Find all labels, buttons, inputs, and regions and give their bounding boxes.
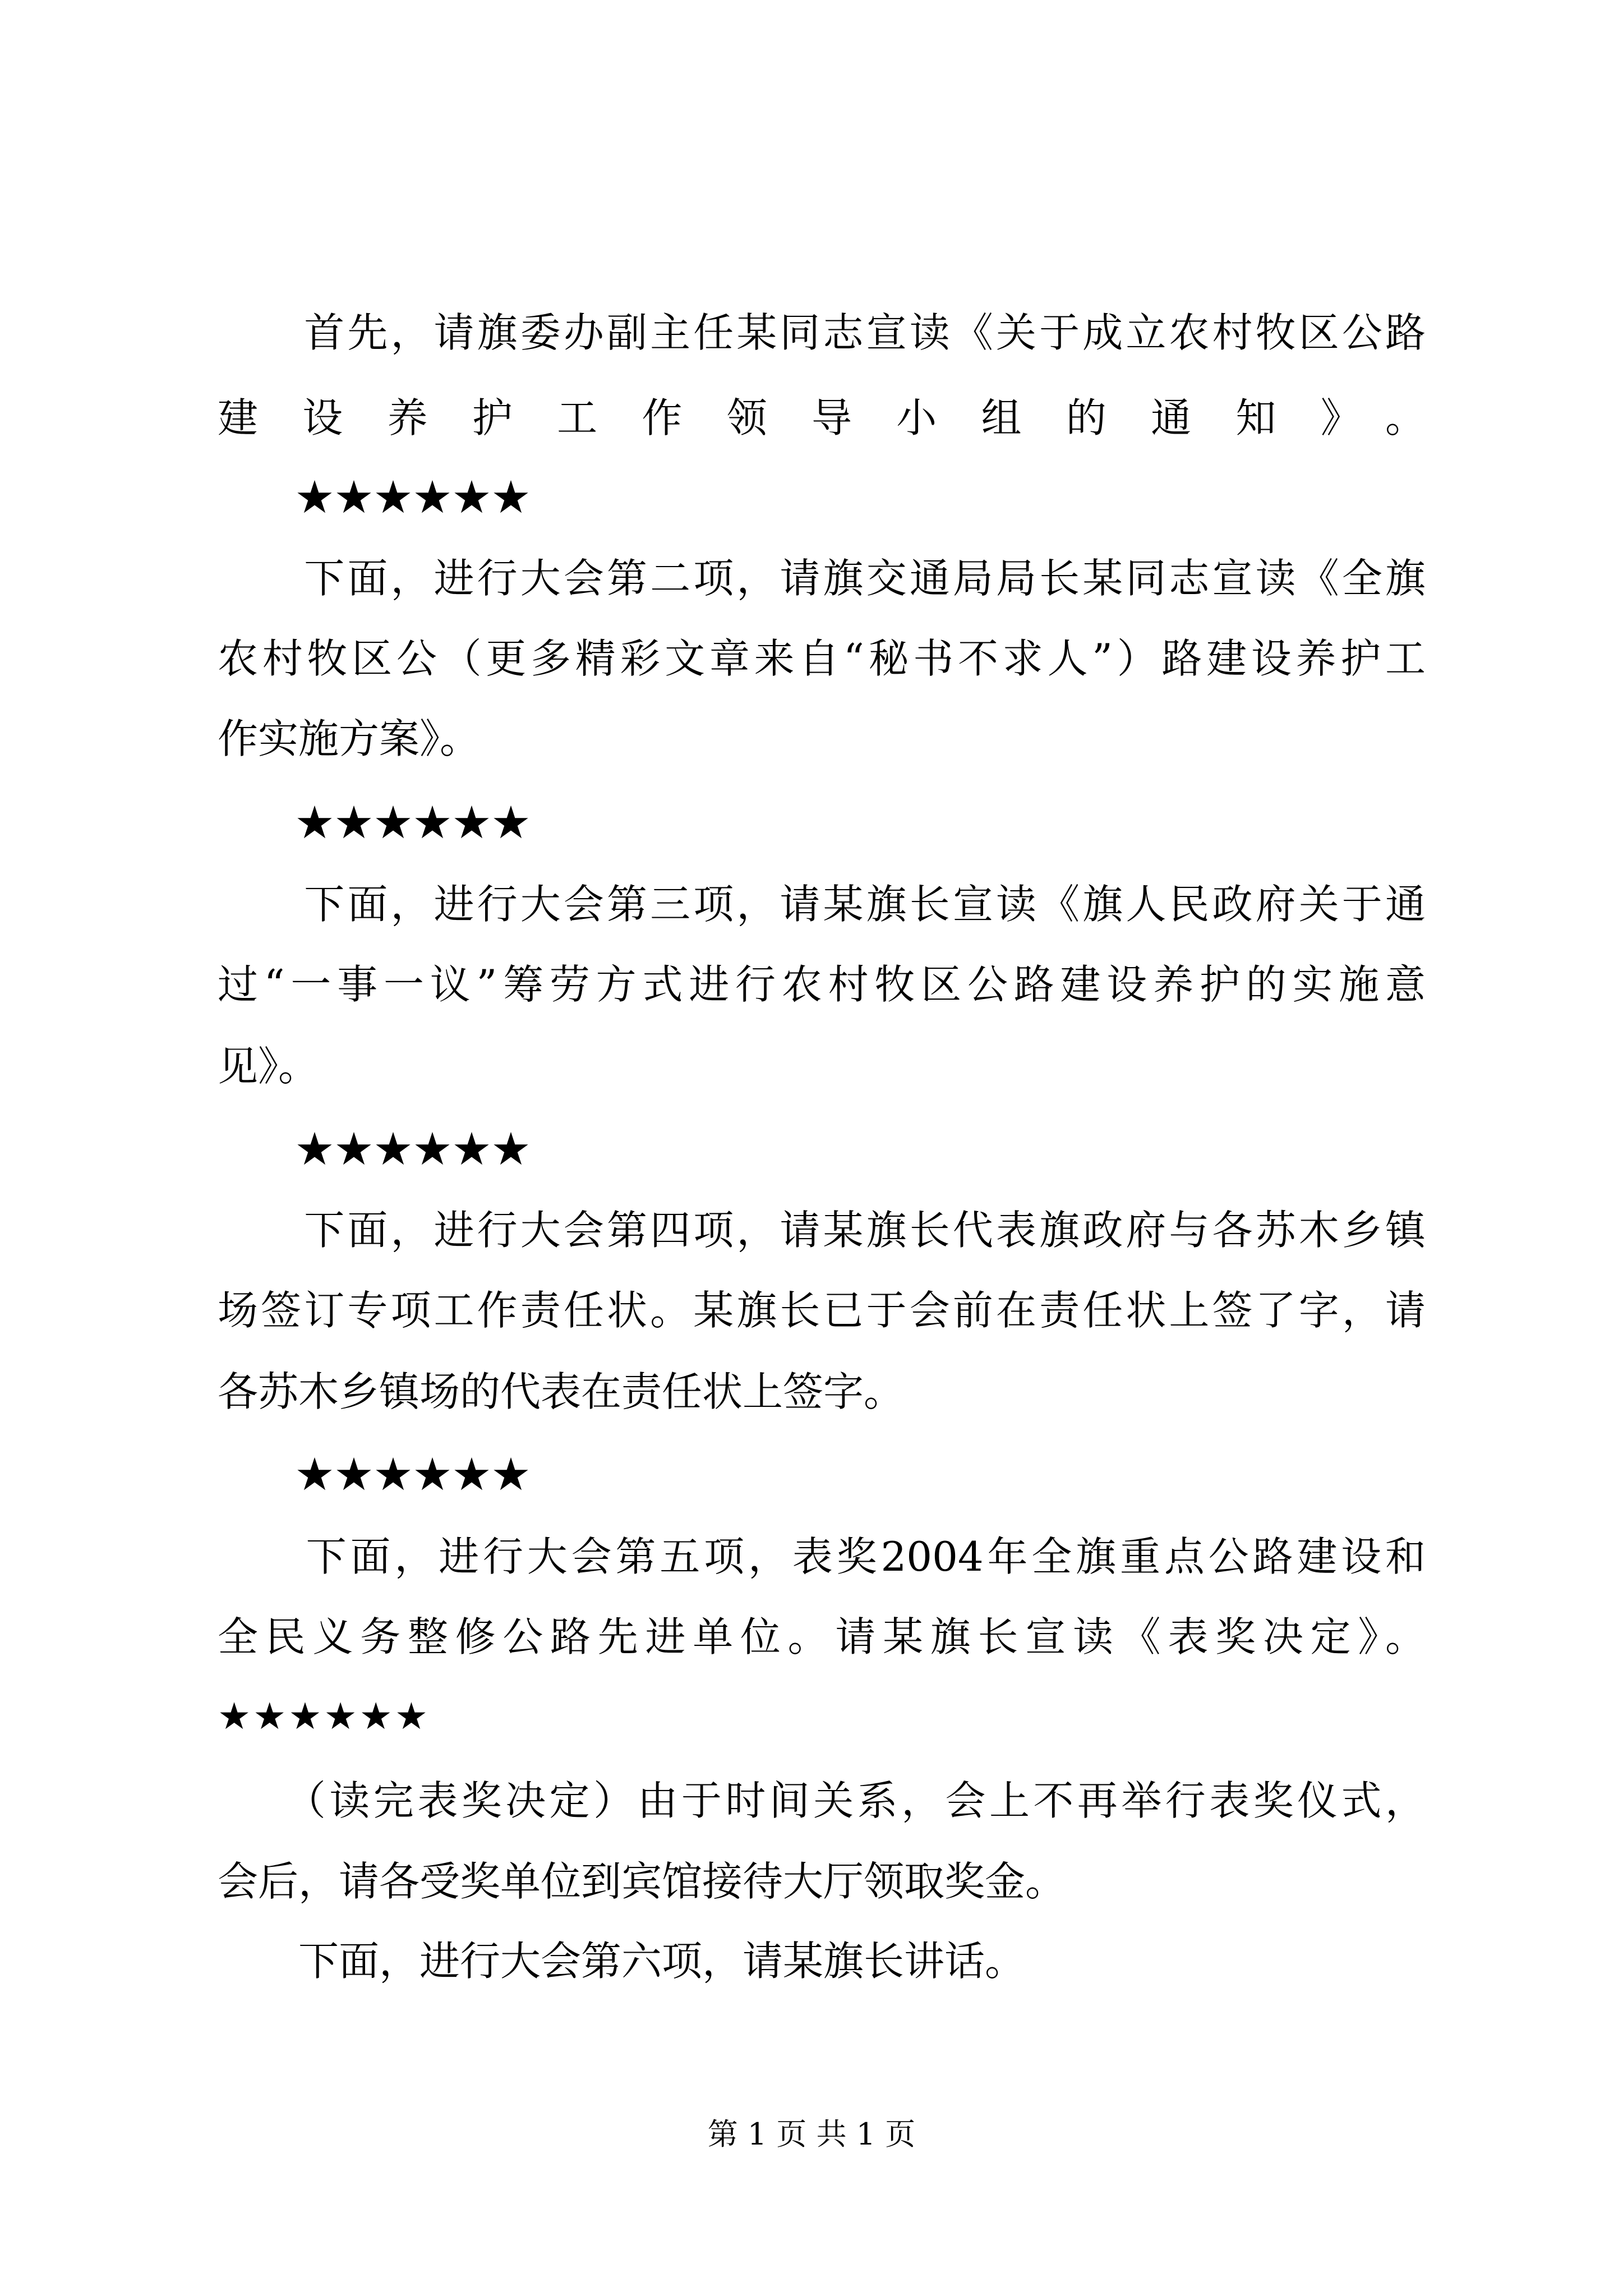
body-line: 作实施方案》。 (218, 715, 481, 762)
body-line: 建设养护工作领导小组的通知》。 (218, 394, 1426, 441)
star-separator: ★★★★★★ (218, 1128, 532, 1171)
star-separator: ★★★★★★ (218, 476, 532, 519)
body-line: 会后，请各受奖单位到宾馆接待大厅领取奖金。 (218, 1858, 1066, 1905)
body-line: 各苏木乡镇场的代表在责任状上签字。 (218, 1368, 905, 1415)
body-line: 下面，进行大会第三项，请某旗长宣读《旗人民政府关于通 (218, 881, 1426, 928)
body-line: 农村牧区公（更多精彩文章来自“秘书不求人”）路建设养护工 (218, 635, 1426, 682)
body-line: 场签订专项工作责任状。某旗长已于会前在责任状上签了字，请 (218, 1287, 1426, 1334)
body-line: 下面，进行大会第六项，请某旗长讲话。 (218, 1938, 1026, 1985)
body-line: 全民义务整修公路先进单位。请某旗长宣读《表奖决定》。 (218, 1613, 1426, 1660)
page-footer: 第 1 页 共 1 页 (707, 2116, 916, 2152)
body-line: 见》。 (218, 1043, 319, 1090)
star-separator: ★★★★★★ (218, 802, 532, 845)
body-line: 下面，进行大会第四项，请某旗长代表旗政府与各苏木乡镇 (218, 1207, 1426, 1254)
body-line: 下面，进行大会第五项，表奖2004年全旗重点公路建设和 (218, 1533, 1426, 1580)
body-line: 首先，请旗委办副主任某同志宣读《关于成立农村牧区公路 (218, 309, 1426, 356)
body-line: 下面，进行大会第二项，请旗交通局局长某同志宣读《全旗 (218, 555, 1426, 602)
star-separator: ★★★★★★ (218, 1695, 431, 1738)
body-line: 过“一事一议”筹劳方式进行农村牧区公路建设养护的实施意 (218, 961, 1426, 1008)
body-line: （读完表奖决定）由于时间关系，会上不再举行表奖仪式， (218, 1777, 1426, 1824)
star-separator: ★★★★★★ (218, 1453, 532, 1497)
